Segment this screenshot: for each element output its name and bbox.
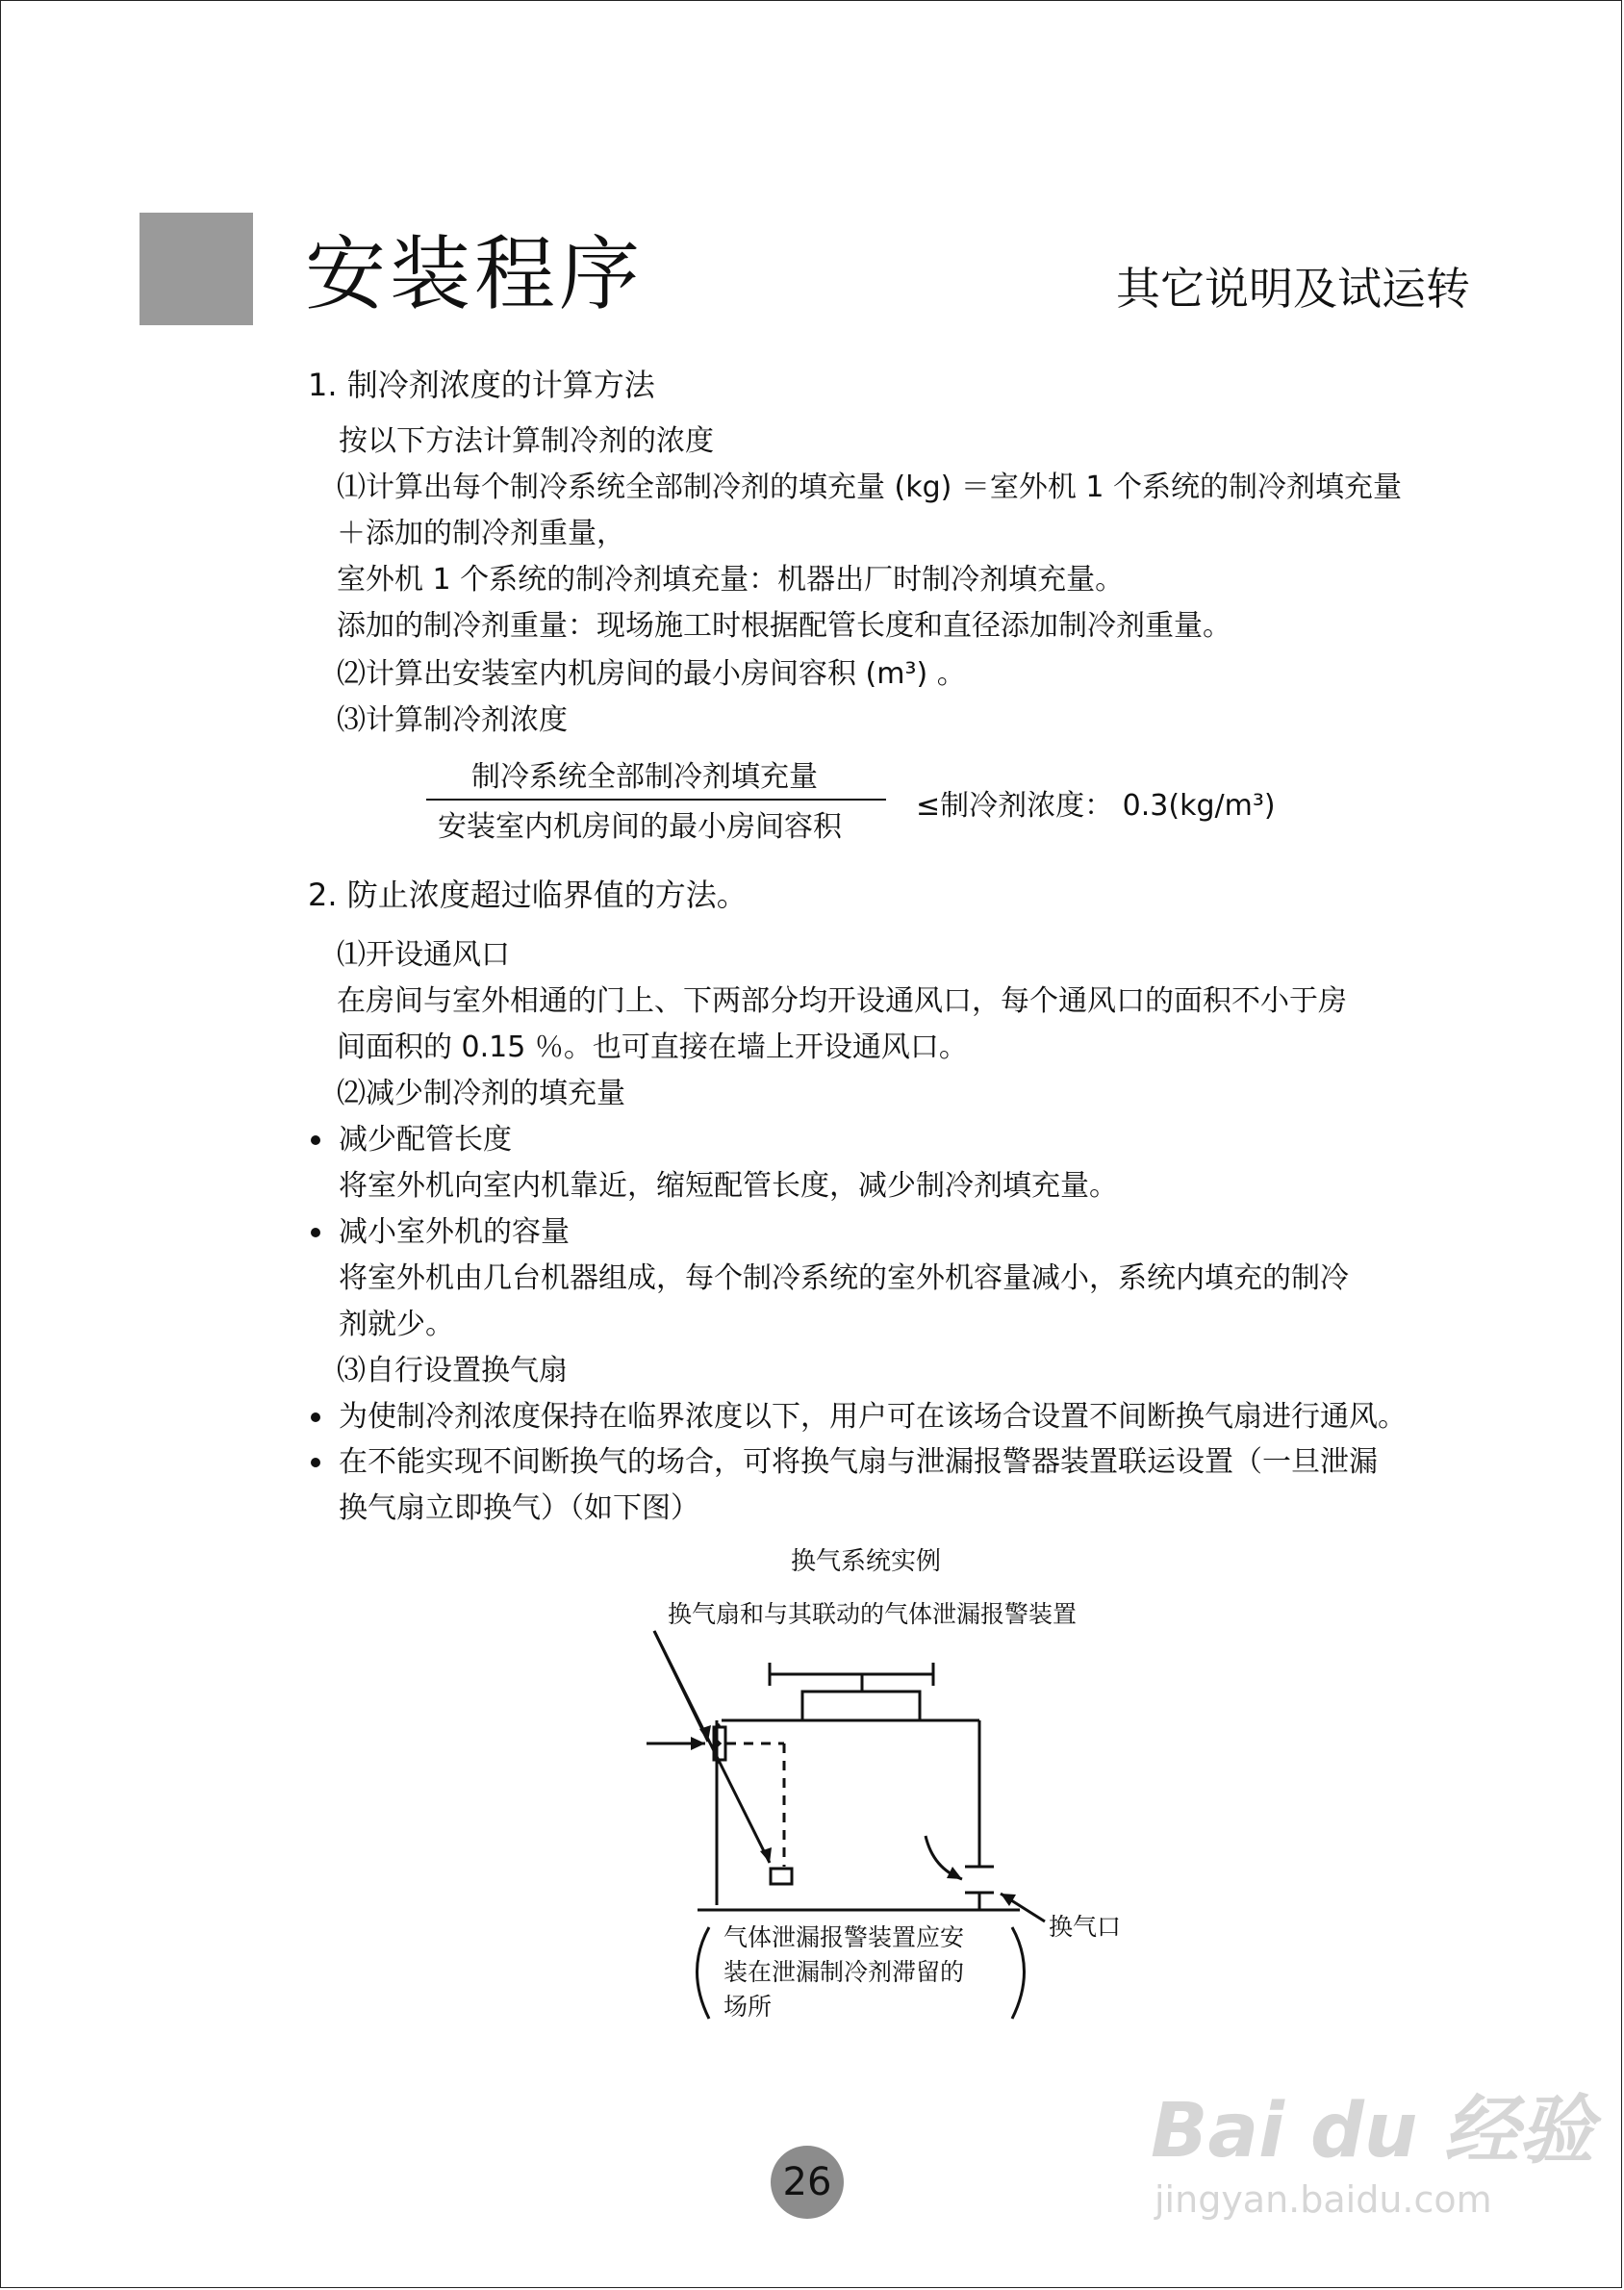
section1-item1-line2: ＋添加的制冷剂重量，	[337, 517, 625, 550]
figure-note	[723, 1921, 1002, 2024]
section1-note2: 添加的制冷剂重量：现场施工时根据配管长度和直径添加制冷剂重量。	[337, 609, 1231, 643]
section2-bullet2-title: 减小室外机的容量	[339, 1215, 570, 1249]
formula-rhs: ≤制冷剂浓度： 0.3(kg/m³)	[916, 789, 1276, 823]
note-paren-left	[698, 1927, 710, 2019]
figure-caption: 换气系统实例	[791, 1547, 942, 1576]
section2-item1-title: ⑴开设通风口	[337, 938, 510, 972]
section2-heading: 2. 防止浓度超过临界值的方法。	[308, 877, 748, 913]
section1-heading: 1. 制冷剂浓度的计算方法	[308, 367, 655, 403]
section2-bullet2-text2: 剂就少。	[339, 1308, 454, 1341]
section1-intro: 按以下方法计算制冷剂的浓度	[339, 424, 714, 458]
leader-to-sensor	[654, 1631, 770, 1863]
section1-note1: 室外机 1 个系统的制冷剂填充量：机器出厂时制冷剂填充量。	[337, 563, 1125, 597]
figure-label-fan: 换气扇和与其联动的气体泄漏报警装置	[668, 1600, 1078, 1628]
section1-item1-line1: ⑴计算出每个制冷系统全部制冷剂的填充量 (kg) ＝室外机 1 个系统的制冷剂填充量	[337, 471, 1403, 504]
section2-item1-text1: 在房间与室外相通的门上、下两部分均开设通风口，每个通风口的面积不小于房	[337, 984, 1347, 1018]
section2-bullet3-text: 为使制冷剂浓度保持在临界浓度以下，用户可在该场合设置不间断换气扇进行通风。	[339, 1400, 1407, 1434]
note-paren-right	[1012, 1927, 1025, 2019]
section1-item3: ⑶计算制冷剂浓度	[337, 703, 568, 737]
section2-item1-text2: 间面积的 0.15 ％。也可直接在墙上开设通风口。	[337, 1030, 968, 1064]
indoor-unit	[802, 1692, 920, 1720]
figure-note-line3: 场所	[723, 1993, 773, 2021]
watermark-logo: Bai du 经验	[1151, 2088, 1594, 2175]
figure-note-line1: 气体泄漏报警装置应安	[723, 1923, 965, 1951]
arrowhead	[691, 1737, 705, 1750]
page-title: 安装程序	[305, 227, 645, 321]
formula-numerator: 制冷系统全部制冷剂填充量	[471, 760, 818, 794]
gas-leak-sensor	[771, 1869, 792, 1884]
watermark-url: jingyan.baidu.com	[1155, 2178, 1492, 2221]
page-subtitle: 其它说明及试运转	[1116, 263, 1470, 315]
section2-bullet4-text2: 换气扇立即换气）（如下图）	[339, 1491, 699, 1525]
section2-bullet4-text1: 在不能实现不间断换气的场合，可将换气扇与泄漏报警器装置联运设置（一旦泄漏	[339, 1445, 1378, 1479]
section2-bullet1-title: 减少配管长度	[339, 1123, 512, 1157]
section2-item2-title: ⑵减少制冷剂的填充量	[337, 1077, 625, 1110]
figure-note-line2: 装在泄漏制冷剂滞留的	[723, 1958, 965, 1986]
formula-denominator: 安装室内机房间的最小房间容积	[438, 810, 842, 844]
figure-label-vent: 换气口	[1049, 1913, 1122, 1941]
arrowhead	[1001, 1894, 1016, 1906]
section2-bullet2-text1: 将室外机由几台机器组成，每个制冷系统的室外机容量减小，系统内填充的制冷	[339, 1261, 1349, 1295]
section1-item2: ⑵计算出安装室内机房间的最小房间容积 (m³) 。	[337, 657, 966, 691]
section2-bullet1-text: 将室外机向室内机靠近，缩短配管长度，减少制冷剂填充量。	[339, 1169, 1118, 1203]
section2-item3-title: ⑶自行设置换气扇	[337, 1354, 568, 1387]
page-number: 26	[771, 2146, 844, 2219]
